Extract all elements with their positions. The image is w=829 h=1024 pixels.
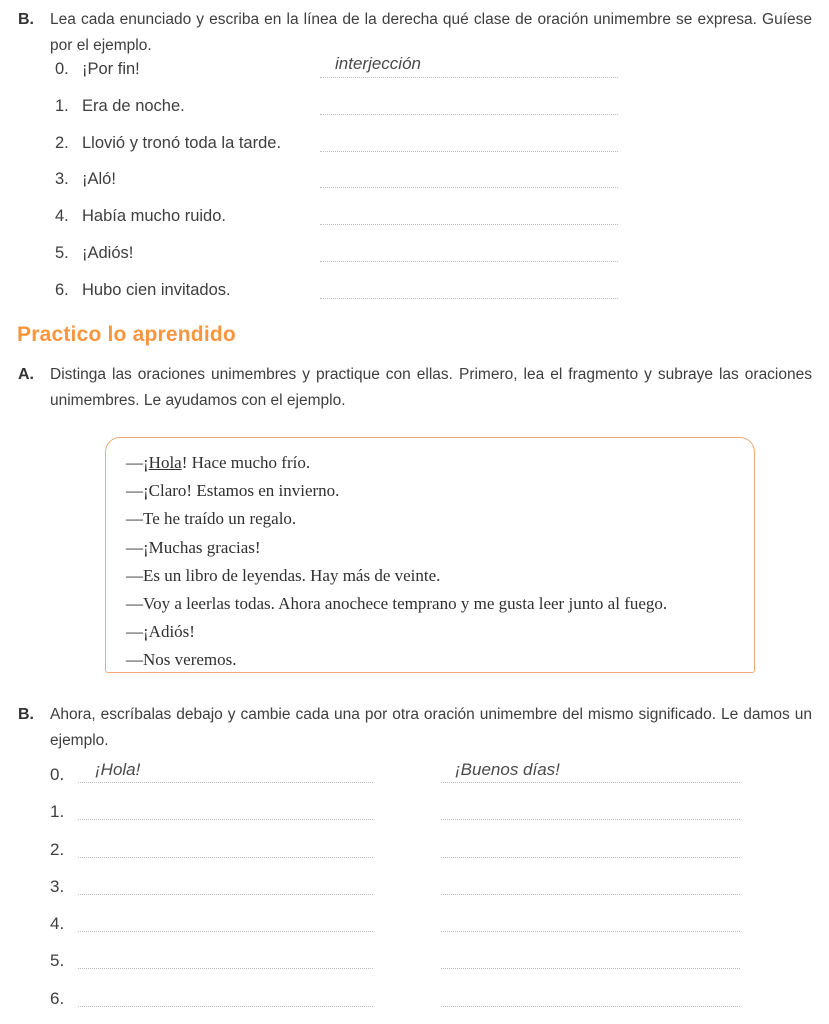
dialogue-line: —Te he traído un regalo. (126, 509, 297, 529)
item-number: 1. (55, 96, 69, 115)
dialogue-box (105, 437, 755, 673)
dialogue-line: —Nos veremos. (126, 650, 237, 670)
writein-line-right (441, 991, 740, 1007)
writein-line-right (441, 767, 740, 783)
exercise-item-row (18, 236, 812, 273)
writein-row (18, 757, 812, 794)
writein-line-left (78, 991, 373, 1007)
answer-line (320, 62, 618, 78)
exercise-item-row (18, 162, 812, 199)
underlined-word: Hola (148, 453, 182, 472)
writein-line-left (78, 953, 373, 969)
exercise-item-row (18, 126, 812, 163)
section-b1-instructions: Lea cada enunciado y escriba en la línea de la derecha qué clase de oración unimembre se expresa. Guíese por el ejemplo. (50, 11, 812, 54)
dialogue-line: —¡Claro! Estamos en invierno. (126, 481, 340, 501)
dialogue-line-suffix: ! Hace mucho frío. (181, 453, 311, 472)
exercise-item-row (18, 273, 812, 310)
answer-text: interjección (335, 54, 421, 73)
answer-line (320, 209, 618, 225)
item-number: 2. (55, 133, 69, 152)
writein-line-left (78, 804, 373, 820)
item-text: ¡Aló! (82, 170, 116, 189)
writein-line-right (441, 953, 740, 969)
row-number: 0. (50, 765, 65, 784)
section-b2-label: B. (18, 706, 34, 723)
section-b1-item-list (18, 52, 812, 310)
dialogue-line: —Voy a leerlas todas. Ahora anochece temprano y me gusta leer junto al fuego. (126, 594, 668, 614)
row-number: 6. (50, 988, 65, 1008)
writein-answer-left: ¡Hola! (95, 760, 141, 779)
dialogue-line: —¡Adiós! (126, 622, 195, 642)
section-a-header (18, 362, 812, 414)
section-b1-label: B. (18, 11, 34, 28)
row-number: 1. (50, 802, 65, 822)
writein-row (18, 832, 812, 869)
answer-line (320, 283, 618, 299)
item-text: Era de noche. (82, 96, 185, 115)
section-a-label: A. (18, 366, 34, 383)
writein-line-left (78, 767, 373, 783)
section-b2-instructions: Ahora, escríbalas debajo y cambie cada una por otra oración unimembre del mismo significado. Le damos un ejemplo. (50, 706, 812, 749)
item-text: Llovió y tronó toda la tarde. (82, 133, 282, 152)
dialogue-line (126, 449, 740, 477)
row-number: 2. (50, 839, 65, 859)
writein-line-left (78, 916, 373, 932)
writein-row (18, 906, 812, 943)
item-number: 0. (55, 60, 69, 78)
answer-line (320, 172, 618, 188)
dialogue-line: —¡Muchas gracias! (126, 537, 261, 557)
answer-line (320, 136, 618, 152)
answer-line (320, 99, 618, 115)
row-number: 5. (50, 951, 65, 971)
item-text: Había mucho ruido. (82, 207, 226, 226)
section-a-instructions: Distinga las oraciones unimembres y practique con ellas. Primero, lea el fragmento y subraye las oraciones unimembres. Le ayudamos con el ejemplo. (50, 366, 812, 409)
section-b2-row-list (18, 757, 812, 1018)
writein-row (18, 943, 812, 980)
writein-line-right (441, 916, 740, 932)
writein-line-right (441, 804, 740, 820)
row-number: 4. (50, 914, 65, 933)
writein-line-right (441, 879, 740, 895)
writein-row (18, 981, 812, 1018)
item-number: 4. (55, 207, 69, 226)
writein-line-right (441, 842, 740, 858)
row-number: 3. (50, 876, 65, 896)
item-number: 3. (55, 170, 69, 189)
writein-line-left (78, 879, 373, 895)
dialogue-line: —Es un libro de leyendas. Hay más de veinte. (126, 565, 441, 585)
writein-row (18, 869, 812, 906)
item-text: ¡Por fin! (82, 60, 140, 78)
exercise-item-row (18, 199, 812, 236)
writein-row (18, 794, 812, 831)
answer-line (320, 246, 618, 262)
writein-line-left (78, 842, 373, 858)
exercise-item-row (18, 89, 812, 126)
item-text: ¡Adiós! (82, 243, 134, 262)
dialogue-line-prefix: —¡ (126, 453, 149, 472)
item-number: 5. (55, 243, 69, 262)
page-subheading: Practico lo aprendido (17, 323, 236, 346)
writein-answer-right: ¡Buenos días! (455, 760, 560, 779)
section-b2-header (18, 702, 812, 754)
exercise-item-row (18, 52, 812, 89)
item-text: Hubo cien invitados. (82, 280, 231, 299)
item-number: 6. (55, 280, 69, 299)
